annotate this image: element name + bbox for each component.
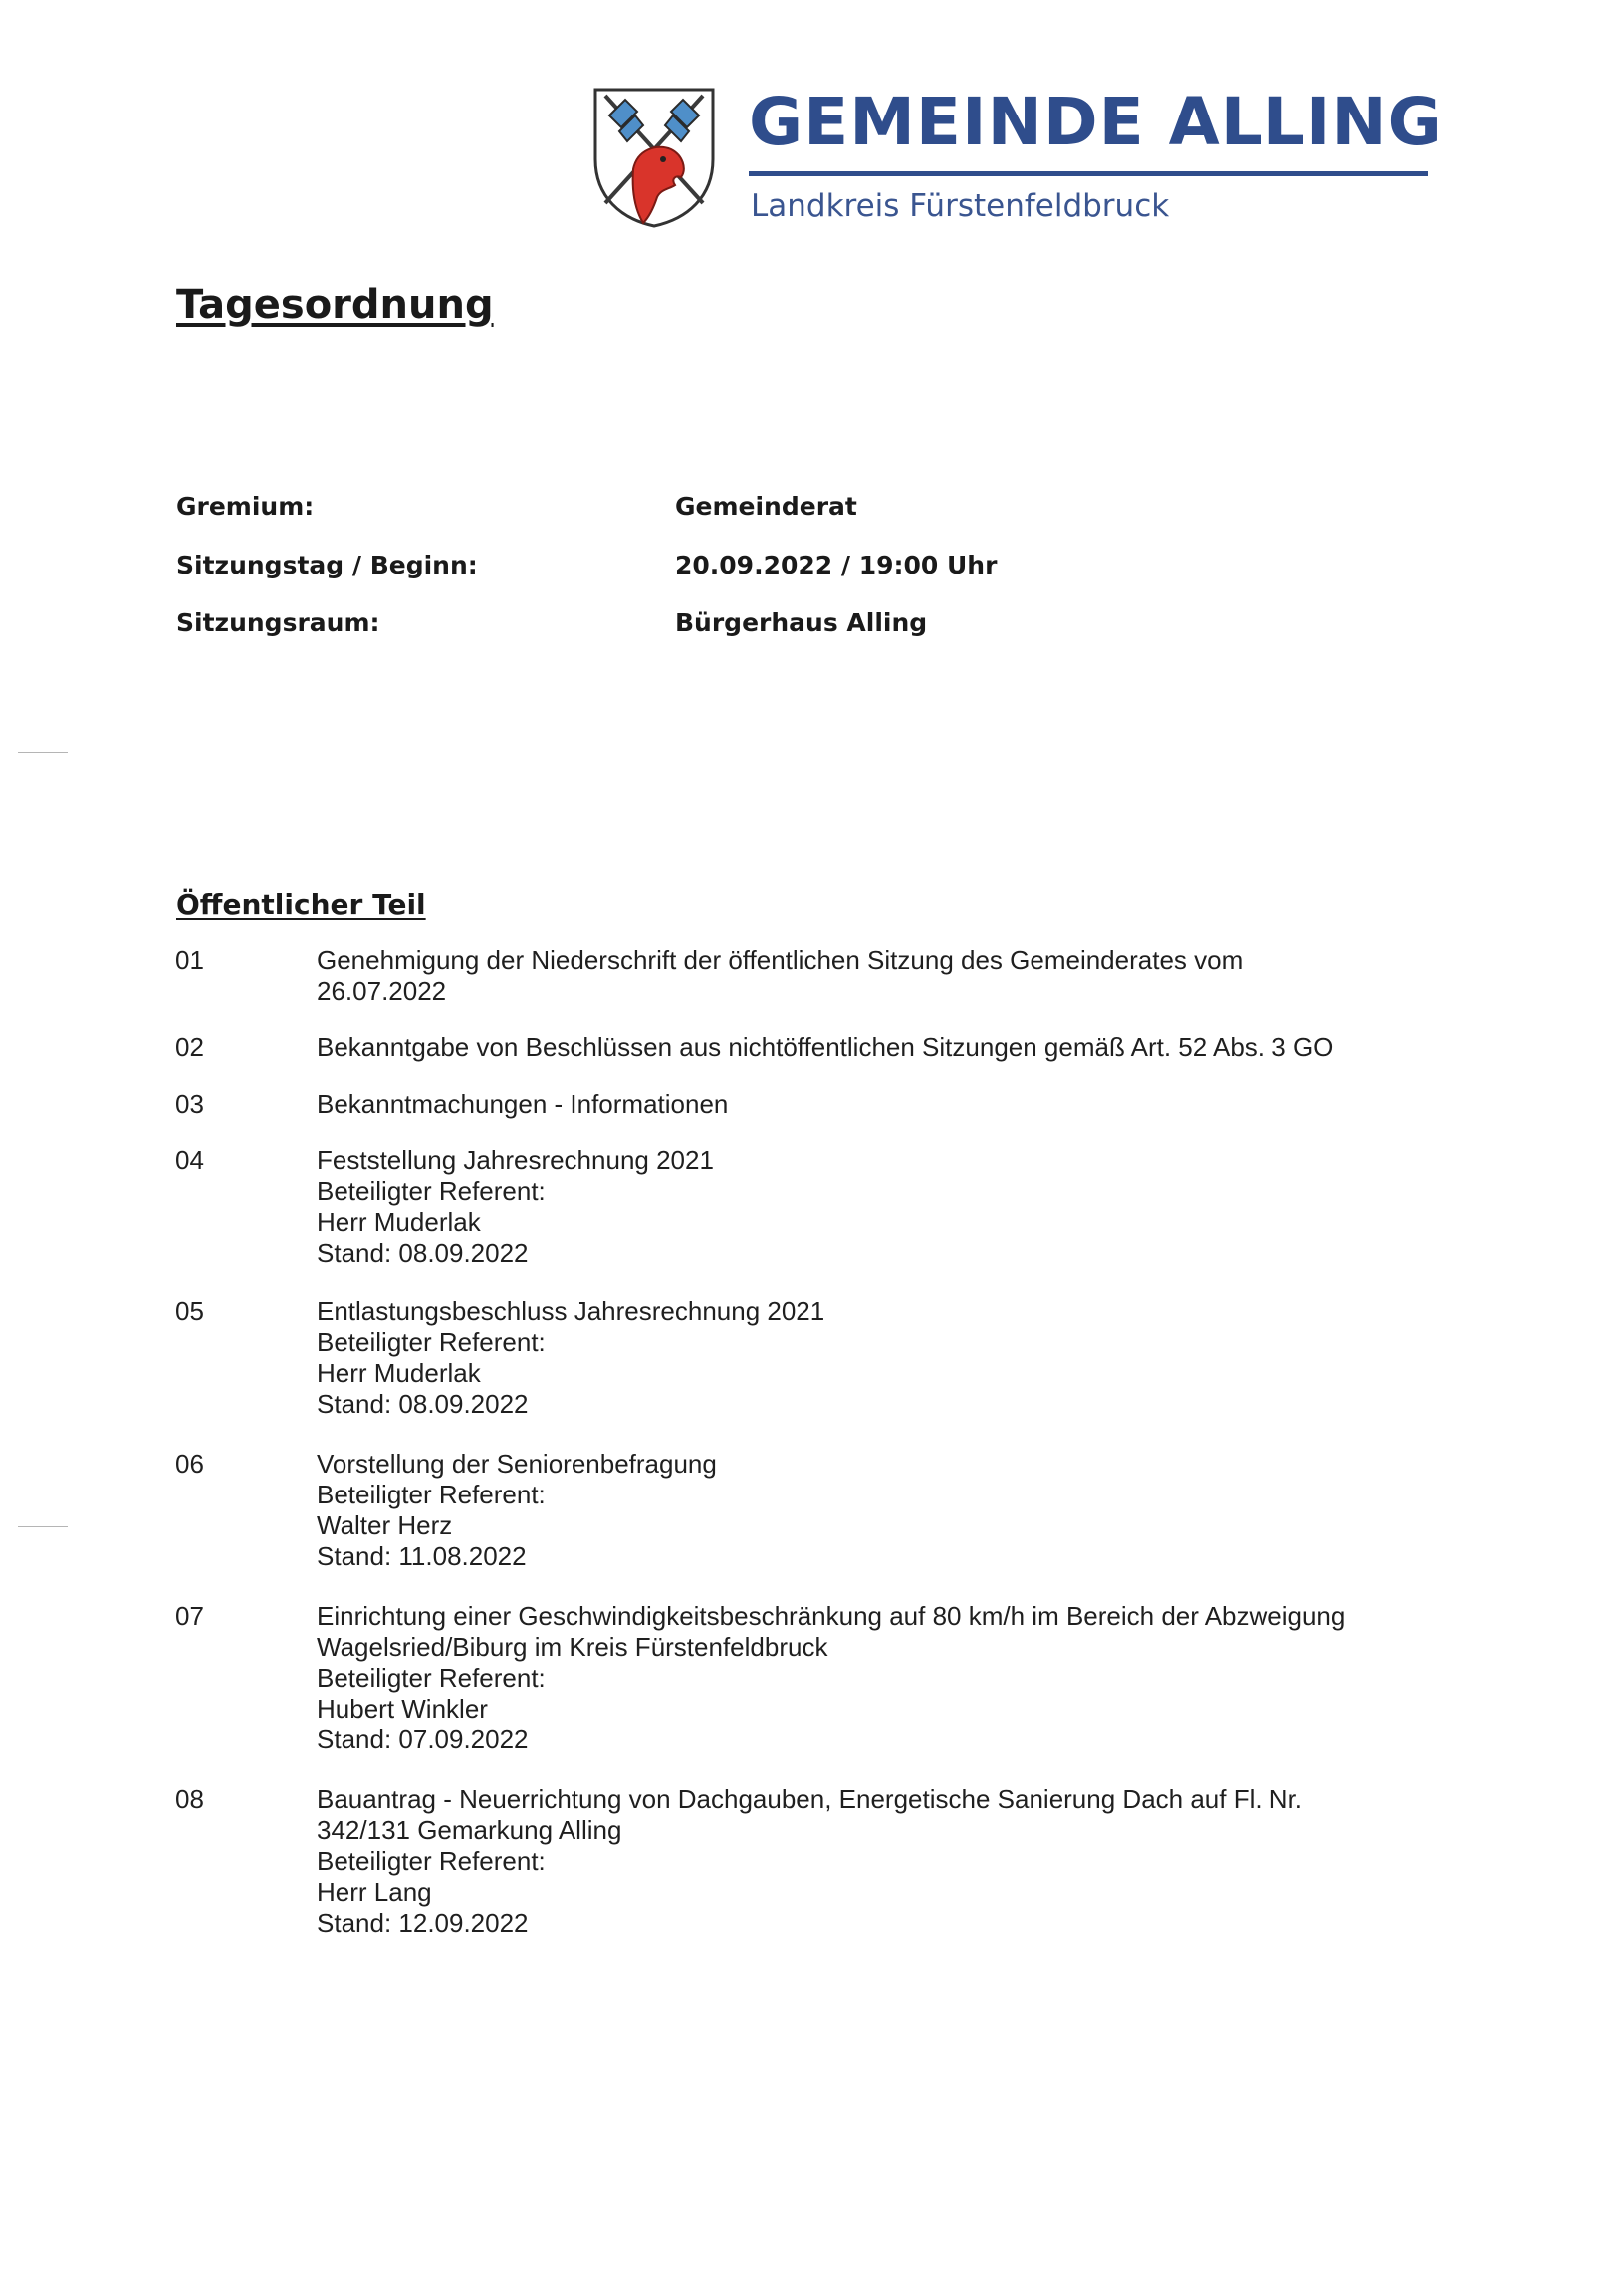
agenda-item-number: 04 [175, 1145, 204, 1175]
document-title: Tagesordnung [176, 282, 494, 328]
agenda-item-text [317, 1449, 1462, 1572]
agenda-item-text [317, 1089, 1462, 1120]
agenda-item-line: Bekanntgabe von Beschlüssen aus nichtöffentlichen Sitzungen gemäß Art. 52 Abs. 3 GO [317, 1033, 1334, 1062]
agenda-item-line: Beteiligter Referent: [317, 1327, 546, 1357]
agenda-item-line: Herr Lang [317, 1877, 432, 1907]
fold-mark [18, 752, 68, 753]
agenda-item-line: Walter Herz [317, 1510, 453, 1540]
agenda-item-text [317, 1296, 1462, 1420]
agenda-item-line: Beteiligter Referent: [317, 1846, 546, 1876]
agenda-item-line: Genehmigung der Niederschrift der öffentlichen Sitzung des Gemeinderates vom [317, 945, 1244, 975]
letterhead-rule [749, 171, 1428, 176]
section-heading-public: Öffentlicher Teil [176, 888, 426, 921]
gremium-value: Gemeinderat [675, 492, 857, 521]
agenda-item-line: Herr Muderlak [317, 1358, 481, 1388]
agenda-item-line: Beteiligter Referent: [317, 1480, 546, 1509]
agenda-item-number: 01 [175, 945, 204, 975]
agenda-item-line: Wagelsried/Biburg im Kreis Fürstenfeldbruck [317, 1632, 828, 1662]
session-room-label: Sitzungsraum: [176, 608, 380, 637]
fold-mark [18, 1526, 68, 1527]
agenda-item-line: Stand: 12.09.2022 [317, 1908, 529, 1938]
agenda-item-number: 07 [175, 1601, 204, 1631]
agenda-item-line: Stand: 07.09.2022 [317, 1724, 529, 1754]
agenda-item-number: 08 [175, 1784, 204, 1814]
agenda-item-text [317, 1601, 1462, 1755]
agenda-item-line: Beteiligter Referent: [317, 1663, 546, 1693]
agenda-item-line: Bauantrag - Neuerrichtung von Dachgauben, Energetische Sanierung Dach auf Fl. Nr. [317, 1784, 1303, 1814]
agenda-item-line: Beteiligter Referent: [317, 1176, 546, 1206]
agenda-item-line: Bekanntmachungen - Informationen [317, 1089, 729, 1119]
agenda-item-line: Feststellung Jahresrechnung 2021 [317, 1145, 714, 1175]
agenda-item-line: 26.07.2022 [317, 976, 447, 1006]
session-date-value: 20.09.2022 / 19:00 Uhr [675, 551, 998, 579]
agenda-item-text [317, 1145, 1462, 1268]
agenda-item-text [317, 945, 1462, 1007]
agenda-item-line: 342/131 Gemarkung Alling [317, 1815, 622, 1845]
agenda-item-line: Herr Muderlak [317, 1207, 481, 1237]
agenda-item-line: Stand: 08.09.2022 [317, 1238, 529, 1267]
agenda-item-number: 02 [175, 1033, 204, 1062]
agenda-item-text [317, 1784, 1462, 1939]
agenda-item-text [317, 1033, 1462, 1063]
agenda-item-line: Entlastungsbeschluss Jahresrechnung 2021 [317, 1296, 825, 1326]
district-name: Landkreis Fürstenfeldbruck [751, 188, 1170, 224]
agenda-item-line: Stand: 08.09.2022 [317, 1389, 529, 1419]
session-date-label: Sitzungstag / Beginn: [176, 551, 478, 579]
agenda-item-number: 06 [175, 1449, 204, 1479]
agenda-item-number: 03 [175, 1089, 204, 1119]
agenda-item-line: Vorstellung der Seniorenbefragung [317, 1449, 717, 1479]
agenda-item-number: 05 [175, 1296, 204, 1326]
agenda-item-line: Hubert Winkler [317, 1694, 488, 1723]
gremium-label: Gremium: [176, 492, 315, 521]
agenda-item-line: Einrichtung einer Geschwindigkeitsbeschränkung auf 80 km/h im Bereich der Abzweigung [317, 1601, 1346, 1631]
agenda-item-line: Stand: 11.08.2022 [317, 1541, 527, 1571]
municipality-name: GEMEINDE ALLING [749, 84, 1443, 160]
coat-of-arms-emblem [591, 86, 717, 229]
session-room-value: Bürgerhaus Alling [675, 608, 928, 637]
